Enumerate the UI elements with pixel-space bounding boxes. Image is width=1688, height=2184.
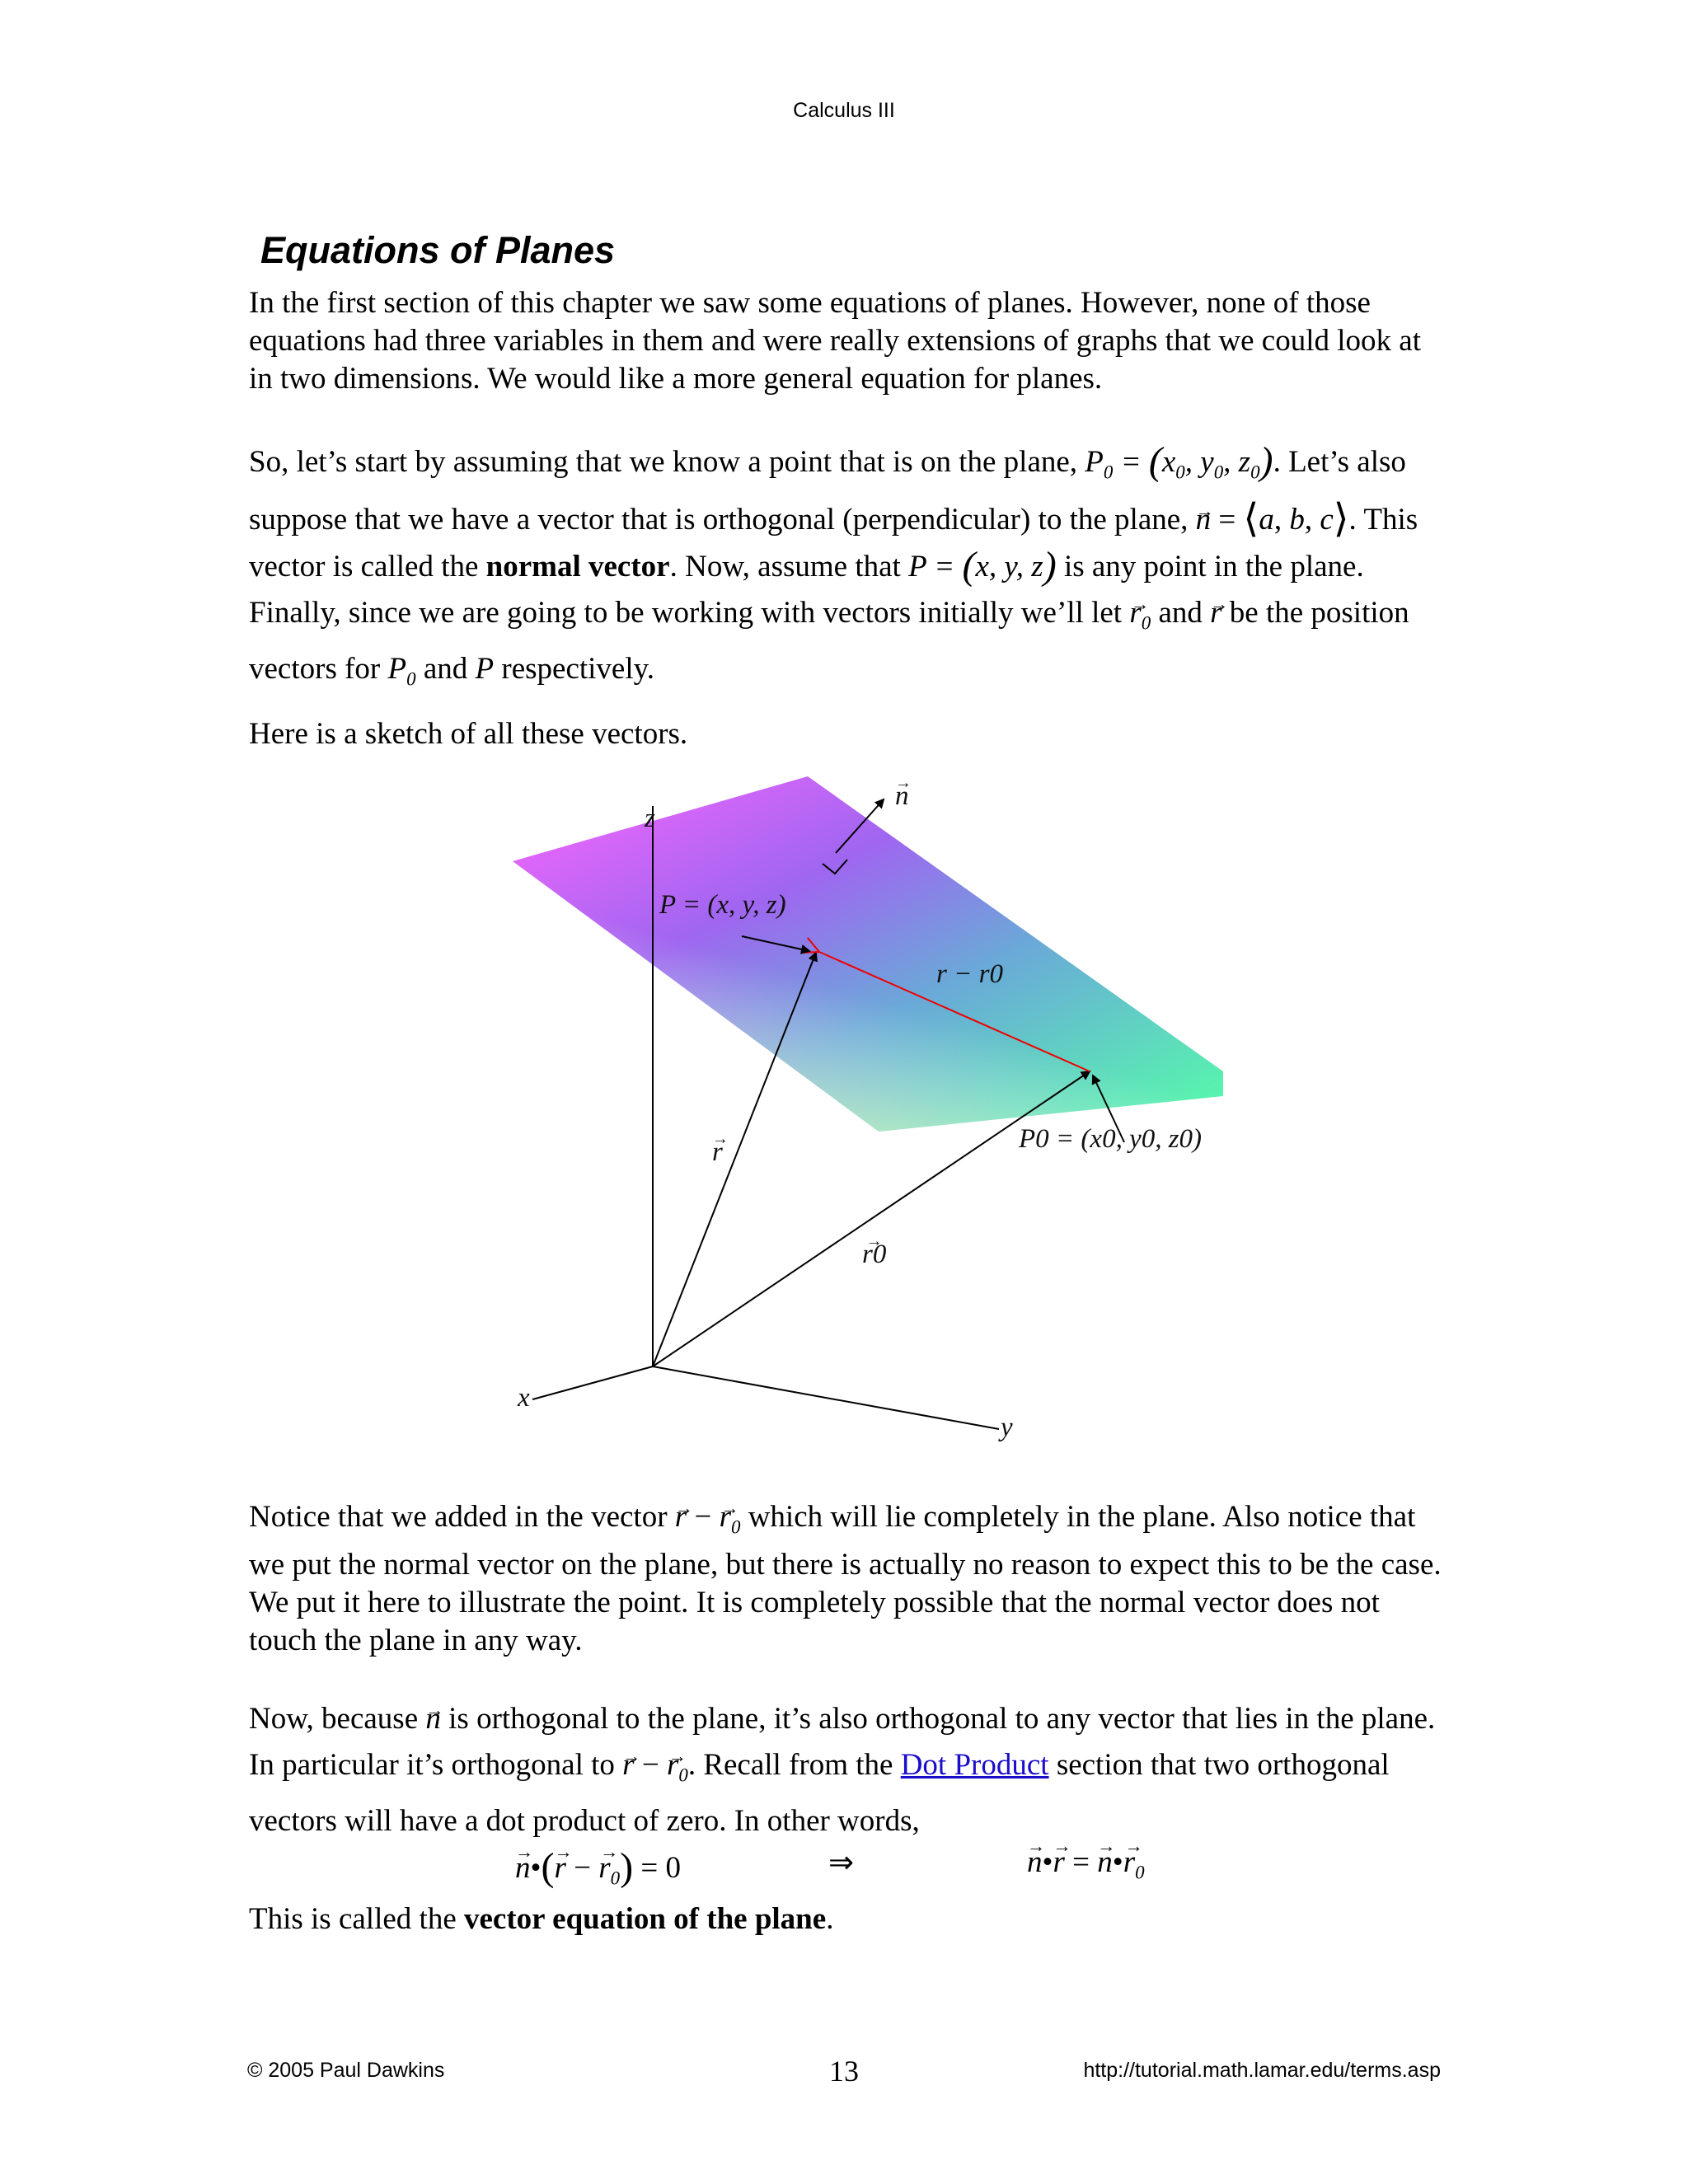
bold-term: normal vector (485, 549, 670, 583)
x-axis (532, 1366, 653, 1399)
plane-highlight (513, 776, 1223, 1132)
label-vector-r: → r (712, 1137, 723, 1168)
text-span: . Now, assume that (669, 549, 901, 583)
paragraph-orthogonal (249, 1696, 1452, 1844)
math-r-minus-r0: → r − → $r_0$ (622, 1748, 688, 1782)
label-z-axis: z (645, 804, 655, 833)
text-span: respectively. (501, 652, 654, 687)
equation-dot-zero: → n•(→ r − → $r_0) = 0$ (515, 1844, 681, 1890)
text-span: Now, because (249, 1702, 419, 1736)
page-number: 13 (829, 2055, 859, 2088)
text-span: and (423, 652, 468, 687)
text-span: and (1158, 595, 1203, 630)
text-span: Let’s also suppose that we have a vector that is orthogonal (perpendicular) to the plane, (249, 445, 1406, 537)
text-span: This is called the (249, 1902, 457, 1936)
label-n: → n (895, 781, 909, 812)
section-title: Equations of Planes (260, 229, 616, 271)
label-point-p: P = (x, y, z) (659, 890, 786, 920)
label-x-axis: x (518, 1383, 530, 1413)
label-vector-r0: → r0 (862, 1240, 886, 1270)
text-span: be the position vectors for (249, 595, 1409, 687)
paragraph-vector-equation (249, 1900, 1452, 1938)
vector-equation-row (0, 1844, 1688, 1894)
math-point-p: P = (x, y, z) (908, 543, 1057, 588)
paragraph-notice (249, 1498, 1452, 1660)
text-span: which will lie completely in the plane. Also notice that we put the normal vector on the plane, but there is actually no reason to expect this to be the case. We put it here to illustrate the point. It is completely possible that the normal vector does not touch the plane in any way. (249, 1500, 1442, 1658)
paragraph-sketch-intro: Here is a sketch of all these vectors. (249, 717, 688, 751)
text-span: . Recall from the (687, 1748, 893, 1782)
bold-term: vector equation of the plane (464, 1902, 827, 1936)
footer-copyright: © 2005 Paul Dawkins (247, 2059, 445, 2082)
text-span: So, let’s start by assuming that we know a point that is on the plane, (249, 445, 1078, 480)
math-p0: $P_0$ (387, 652, 416, 690)
text-span: is any point in the plane. Finally, since we are going to be working with vectors initially we’ll let (249, 549, 1364, 630)
equation-dot-equal: → n•→ r = → n•→ $r_0$ (1027, 1844, 1145, 1883)
dot-product-link[interactable]: Dot Product (900, 1748, 1049, 1782)
implies-arrow: ⇒ (828, 1846, 855, 1880)
text-span: section that two orthogonal vectors will have a dot product of zero. In other words, (249, 1748, 1390, 1839)
label-point-p0: P0 = (x0, y0, z0) (1019, 1124, 1203, 1154)
running-header: Calculus III (793, 99, 895, 122)
math-r: → r (1210, 596, 1221, 630)
figure-svg (495, 766, 1236, 1459)
math-normal-vector: → n = ⟨a, b, c⟩ (1196, 503, 1349, 537)
text-span: . This vector is called the (249, 502, 1418, 583)
math-r-minus-r0: → r − → $r_0$ (675, 1500, 741, 1534)
text-span: is orthogonal to the plane, it’s also orthogonal to any vector that lies in the plane. In particular it’s orthogonal to (249, 1702, 1436, 1782)
paragraph-setup: So, let’s start by assuming that we know a point that is on the plane, $P_0 = (x_0$, $y_0$, $z_0$). Let’s also suppose that we have a vector that is orthogonal (perpendicular) to the plane, → n = ⟨a, b, c⟩. This vector is called the normal vector. Now, assume that P = (x, y, z) is any point in the plane. Finally, since we are going to be working with vectors initially we’ll let → $r_0$ and → r be the position vectors for $P_0$ and P respectively. (249, 438, 1452, 703)
math-point-p0: $P_0 = (x_0$, $y_0$, $z_0$) (1085, 439, 1273, 483)
math-p: P (475, 652, 495, 687)
paragraph-intro: In the first section of this chapter we saw some equations of planes. However, none of those equations had three variables in them and were really extensions of graphs that we could look at in two dimensions. We would like a more general equation for planes. (249, 286, 1421, 396)
y-axis (653, 1366, 999, 1429)
label-y-axis: y (1001, 1413, 1013, 1442)
math-n: → n (425, 1702, 441, 1736)
text-span: Notice that we added in the vector (249, 1500, 668, 1534)
math-r0: → $r_0$ (1129, 596, 1151, 630)
text-span: . (826, 1902, 834, 1936)
footer-url: http://tutorial.math.lamar.edu/terms.asp (1083, 2059, 1441, 2082)
plane-vector-figure (495, 766, 1236, 1459)
label-vector-difference: r − r0 (936, 959, 1003, 989)
